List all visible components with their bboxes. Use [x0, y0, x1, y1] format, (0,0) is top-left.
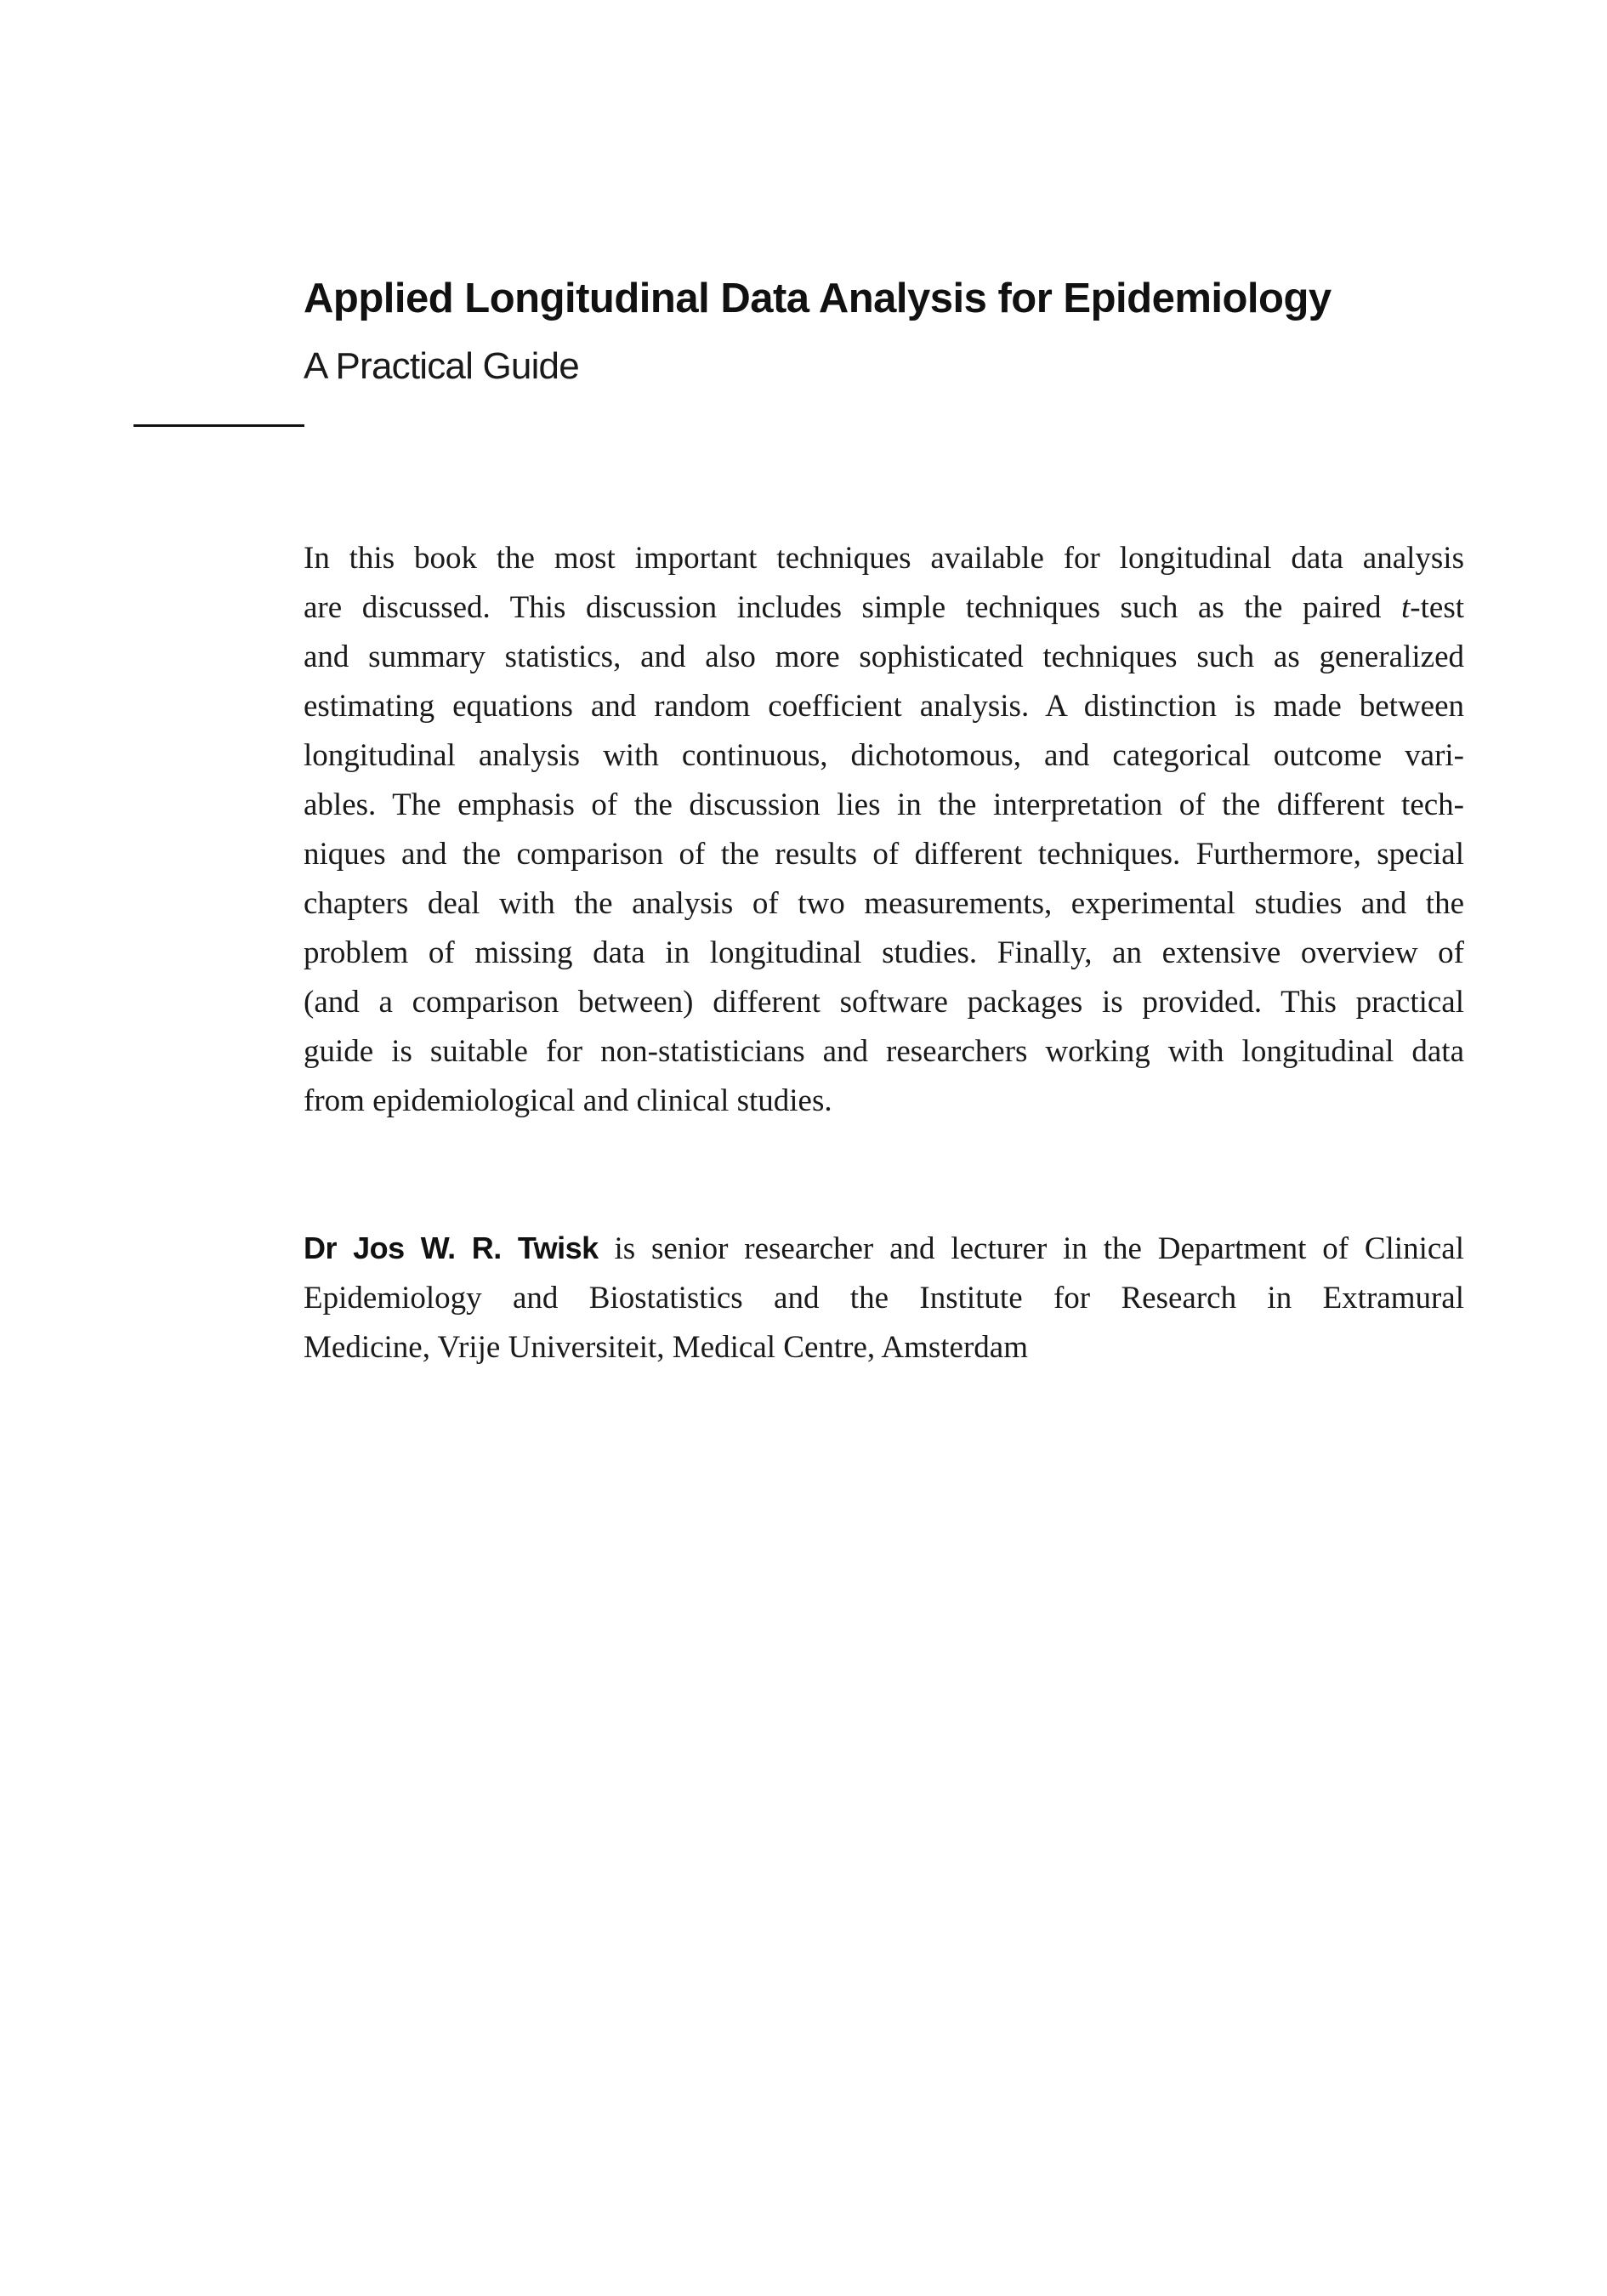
- description-line: longitudinal analysis with continuous, dichotomous, and categorical outcome vari-: [304, 738, 1464, 773]
- description-line: In this book the most important techniques available for longitudinal data analysis: [304, 541, 1464, 576]
- test-suffix: -test: [1410, 590, 1464, 625]
- description-line: from epidemiological and clinical studies.: [304, 1083, 832, 1118]
- description-line: problem of missing data in longitudinal studies. Finally, an extensive overview of: [304, 935, 1464, 970]
- book-description: [304, 534, 1464, 1126]
- description-line: (and a comparison between) different software packages is provided. This practical: [304, 985, 1464, 1020]
- description-line: chapters deal with the analysis of two measurements, experimental studies and the: [304, 886, 1464, 921]
- author-bio: [304, 1224, 1464, 1372]
- author-line: [304, 1224, 1464, 1274]
- title-divider: [133, 424, 304, 427]
- italic-t: t: [1401, 590, 1411, 625]
- author-name: Dr Jos W. R. Twisk: [304, 1230, 599, 1265]
- author-line: Medicine, Vrije Universiteit, Medical Centre, Amsterdam: [304, 1330, 1028, 1365]
- description-line: [304, 583, 1464, 633]
- author-line-text: is senior researcher and lecturer in the Department of Clinical: [598, 1231, 1464, 1266]
- description-line: and summary statistics, and also more sophisticated techniques such as generalized: [304, 639, 1464, 674]
- book-title: Applied Longitudinal Data Analysis for Epidemiology: [304, 276, 1332, 321]
- description-line: ables. The emphasis of the discussion lies in the interpretation of the different tech-: [304, 787, 1464, 822]
- author-line: Epidemiology and Biostatistics and the Institute for Research in Extramural: [304, 1281, 1464, 1316]
- description-line: guide is suitable for non-statisticians and researchers working with longitudinal data: [304, 1034, 1464, 1069]
- description-line: niques and the comparison of the results of different techniques. Furthermore, special: [304, 837, 1464, 872]
- description-line: estimating equations and random coefficient analysis. A distinction is made between: [304, 689, 1464, 724]
- description-line-text: are discussed. This discussion includes simple techniques such as the paired: [304, 590, 1402, 625]
- book-subtitle: A Practical Guide: [304, 345, 579, 387]
